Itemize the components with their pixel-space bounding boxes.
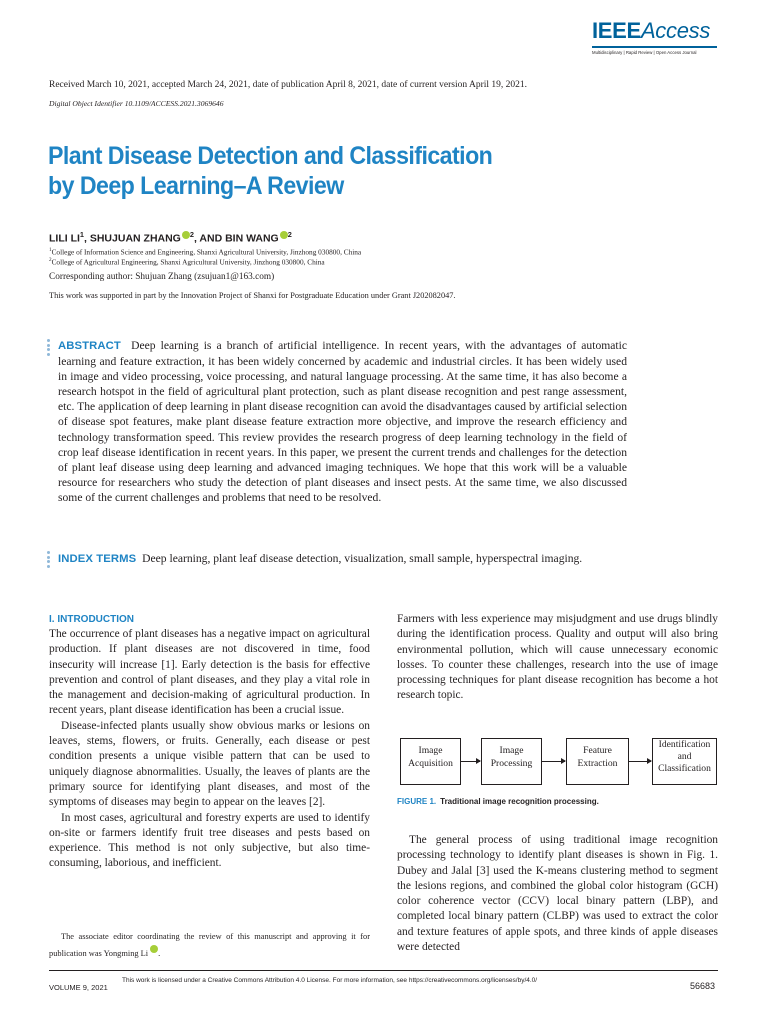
box-line: Feature	[583, 745, 612, 756]
orcid-icon[interactable]	[182, 231, 190, 239]
affiliation-1	[49, 247, 361, 256]
diagram-box-image-processing	[481, 738, 542, 785]
abstract-dots-icon	[47, 339, 51, 357]
author-affil-mark: 1	[79, 230, 85, 239]
box-line: Classification	[658, 763, 711, 774]
license-text[interactable]: This work is licensed under a Creative Commons Attribution 4.0 License. For more information, see https://creativecommons.org/licenses/by/4.0/	[122, 977, 538, 984]
author-affil-mark: 2	[189, 230, 194, 239]
index-terms	[58, 551, 627, 567]
left-column-body	[49, 627, 370, 872]
affil-text: College of Information Science and Engineering, Shanxi Agricultural University, Jinzhong 030800, China	[51, 247, 362, 257]
corresponding-author: Corresponding author: Shujuan Zhang (zsujuan1@163.com)	[49, 272, 275, 282]
box-line: Identification	[658, 739, 711, 750]
author-list	[49, 230, 292, 245]
arrow-icon	[461, 761, 480, 762]
affil-text: College of Agricultural Engineering, Shanxi Agricultural University, Jinzhong 030800, China	[51, 257, 325, 267]
logo-tagline: Multidisciplinary | Rapid Review | Open Access Journal	[592, 49, 697, 55]
box-line: Image	[418, 745, 443, 756]
figure-1-diagram	[397, 736, 719, 796]
box-line: Processing	[490, 758, 533, 769]
affil-number: 2	[49, 257, 52, 263]
journal-logo	[592, 20, 717, 55]
paragraph: Farmers with less experience may misjudgment and use drugs blindly during the identification process. Quality and output will also bring environmental pollution, which will cause unnecessary economic losses. To counter these challenges, research into the use of image processing techniques for plant disease recognition has become a hot research topic.	[397, 613, 718, 702]
paragraph: Disease-infected plants usually show obvious marks or lesions on leaves, stems, flowers, or fruits. Generally, each disease or pest condition presents a unique visible pattern that can be used to uniquely diagnose abnormalities. Usually, the leaves of plants are the primary source for identifying plant diseases, and most of the symptoms of diseases may begin to appear on the leaves [2].	[49, 719, 370, 809]
paper-title	[48, 141, 526, 201]
title-line-2: by Deep Learning–A Review	[48, 172, 344, 200]
right-column-body-bottom	[397, 833, 718, 955]
paragraph: In most cases, agricultural and forestry experts are used to identify on-site or farmers identify fruit tree diseases and pests based on experience. This method is not only subjective, but also time-consuming, laborious, and inefficient.	[49, 811, 370, 870]
author-name: , SHUJUAN ZHANG	[84, 232, 181, 245]
diagram-box-image-acquisition	[400, 738, 461, 785]
logo-ieee: IEEE	[592, 18, 641, 43]
box-line: Acquisition	[408, 758, 453, 769]
author-name: , AND BIN WANG	[193, 232, 279, 245]
figure-1-caption	[397, 797, 599, 806]
abstract	[58, 338, 627, 505]
paragraph: The general process of using traditional image recognition processing technology to identify plant diseases is shown in Fig. 1. Dubey and Jalal [3] used the K-means clustering method to segment the lesions regions, and combined the global color histogram (GCH) color coherence vector (CCV) local binary pattern (LBP), and completed local binary pattern (CLBP) was used to extract the color and texture features of apple spots, and three kinds of apple diseases were detected	[397, 834, 718, 954]
volume-label: VOLUME 9, 2021	[49, 983, 108, 992]
affil-number: 1	[49, 247, 52, 253]
paragraph: The occurrence of plant diseases has a negative impact on agricultural production. If plant diseases are not discovered in time, food insecurity will increase [1]. Early detection is the basis for effective prevention and control of plant diseases, and they play a vital role in the management and decision-making of agricultural production. In recent years, plant disease identification has been a crucial issue.	[49, 628, 370, 717]
funding-note: This work was supported in part by the Innovation Project of Shanxi for Postgraduate Education under Grant J202082047.	[49, 291, 456, 300]
author-name: LILI LI	[49, 232, 80, 245]
affiliation-2	[49, 257, 325, 266]
arrow-icon	[542, 761, 565, 762]
doi: Digital Object Identifier 10.1109/ACCESS.2021.3069646	[49, 99, 224, 108]
box-line: and	[677, 751, 692, 762]
footer-divider	[49, 970, 718, 971]
index-terms-label: INDEX TERMS	[58, 553, 137, 565]
box-line: Extraction	[577, 758, 618, 769]
title-line-1: Plant Disease Detection and Classification	[48, 142, 493, 170]
author-affil-mark: 2	[287, 230, 292, 239]
logo-access: Access	[640, 18, 711, 43]
index-terms-text: Deep learning, plant leaf disease detection, visualization, small sample, hyperspectral imaging.	[142, 552, 583, 565]
page-number: 56683	[690, 981, 716, 991]
box-line: Image	[499, 745, 524, 756]
orcid-icon[interactable]	[150, 945, 158, 953]
received-dates: Received March 10, 2021, accepted March 24, 2021, date of publication April 8, 2021, date of current version April 19, 2021.	[49, 80, 528, 90]
section-heading-introduction: I. INTRODUCTION	[49, 614, 134, 625]
diagram-box-identification-classification	[652, 738, 717, 785]
figure-caption-text: Traditional image recognition processing.	[440, 797, 599, 806]
logo-rule	[592, 46, 717, 48]
abstract-text: Deep learning is a branch of artificial intelligence. In recent years, with the advantages of automatic learning and feature extraction, it has been widely concerned by academic and industrial circles. It has been widely used in image and video processing, voice processing, and natural language processing. At the same time, it has also become a research hotspot in the field of agricultural plant protection, such as plant disease recognition and pest range assessment, etc. The application of deep learning in plant disease recognition can avoid the disadvantages caused by artificial selection of disease spot features, make plant disease feature extraction more objective, and improve the research efficiency and technology transformation speed. This review provides the research progress of deep learning technology in the field of crop leaf disease identification in recent years. In this paper, we present the current trends and challenges for the detection of plant leaf disease using deep learning and advanced imaging techniques. We hope that this work will be a valuable resource for researchers who study the detection of plant diseases and insect pests. At the same time, we also discussed some of the current challenges and problems that need to be resolved.	[58, 339, 627, 504]
right-column-body-top	[397, 612, 718, 704]
figure-label: FIGURE 1.	[397, 797, 437, 806]
abstract-label: ABSTRACT	[58, 340, 121, 352]
orcid-icon[interactable]	[280, 231, 288, 239]
footnote-text: The associate editor coordinating the review of this manuscript and approving it for publication was Yongming Li	[49, 932, 370, 958]
diagram-box-feature-extraction	[566, 738, 629, 785]
footnote	[49, 929, 370, 961]
arrow-icon	[629, 761, 651, 762]
footnote-end: .	[158, 948, 161, 958]
index-terms-dots-icon	[47, 551, 51, 569]
